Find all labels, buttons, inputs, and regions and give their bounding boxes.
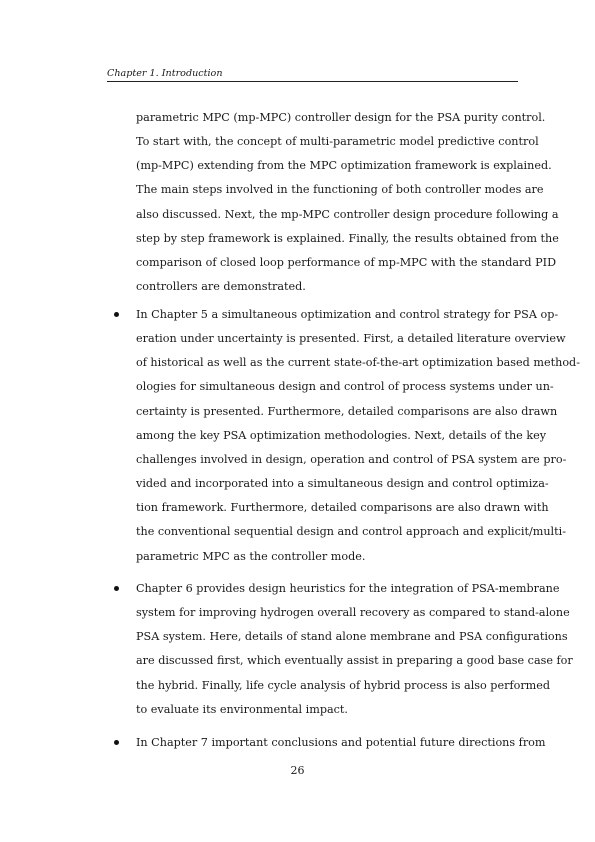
text-line: among the key PSA optimization methodologies. Next, details of the key xyxy=(136,428,547,442)
bullet-icon xyxy=(114,586,119,591)
text-line: the hybrid. Finally, life cycle analysis of hybrid process is also performed xyxy=(136,678,551,692)
text-line: To start with, the concept of multi-parametric model predictive control xyxy=(136,135,539,149)
text-line: Chapter 6 provides design heuristics for the integration of PSA-membrane xyxy=(136,582,560,595)
text-line: challenges involved in design, operation and control of PSA system are pro- xyxy=(136,452,567,466)
bullet-item-chapter-6 xyxy=(136,577,573,722)
text-line: step by step framework is explained. Finally, the results obtained from the xyxy=(136,231,559,245)
text-line: parametric MPC as the controller mode. xyxy=(136,549,366,563)
text-line: ologies for simultaneous design and control of process systems under un- xyxy=(136,380,554,394)
text-line: to evaluate its environmental impact. xyxy=(136,702,348,716)
text-line: (mp-MPC) extending from the MPC optimization framework is explained. xyxy=(136,159,552,173)
page-number: 26 xyxy=(290,764,305,777)
running-header: Chapter 1. Introduction xyxy=(107,68,518,82)
bullet-item-chapter-5 xyxy=(136,303,580,569)
text-line: also discussed. Next, the mp-MPC controller design procedure following a xyxy=(136,207,559,221)
text-line: controllers are demonstrated. xyxy=(136,280,306,294)
text-line: vided and incorporated into a simultaneous design and control optimiza- xyxy=(136,477,549,491)
text-line: are discussed first, which eventually assist in preparing a good base case for xyxy=(136,654,573,668)
text-line: certainty is presented. Furthermore, detailed comparisons are also drawn xyxy=(136,404,558,418)
intro-paragraph xyxy=(136,106,559,299)
text-line: of historical as well as the current state-of-the-art optimization based method- xyxy=(136,356,580,370)
bullet-icon xyxy=(114,740,119,745)
text-line: system for improving hydrogen overall recovery as compared to stand-alone xyxy=(136,606,570,620)
text-line: The main steps involved in the functioning of both controller modes are xyxy=(136,183,544,197)
text-line: tion framework. Furthermore, detailed comparisons are also drawn with xyxy=(136,501,549,515)
text-line: PSA system. Here, details of stand alone membrane and PSA configurations xyxy=(136,630,568,644)
text-line: the conventional sequential design and control approach and explicit/multi- xyxy=(136,525,566,539)
text-line: In Chapter 5 a simultaneous optimization and control strategy for PSA op- xyxy=(136,308,559,321)
text-line: comparison of closed loop performance of mp-MPC with the standard PID xyxy=(136,255,557,269)
text-line: parametric MPC (mp-MPC) controller design for the PSA purity control. xyxy=(136,111,546,124)
bullet-icon xyxy=(114,312,119,317)
bullet-item-chapter-7 xyxy=(136,731,546,755)
text-line: In Chapter 7 important conclusions and potential future directions from xyxy=(136,736,546,749)
text-line: eration under uncertainty is presented. First, a detailed literature overview xyxy=(136,332,566,346)
